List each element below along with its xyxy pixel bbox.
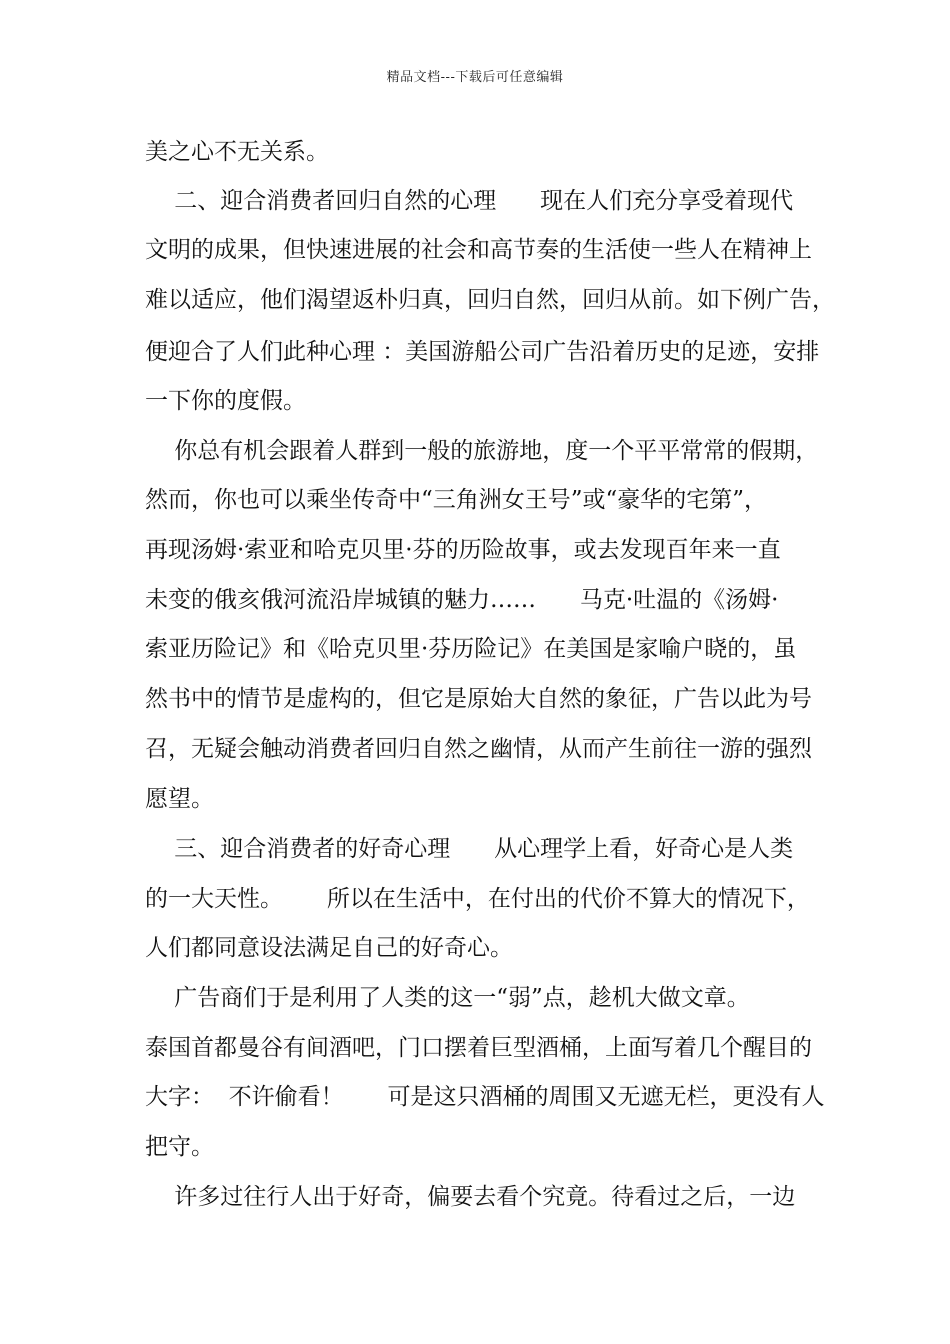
text-line: 然而，你也可以乘坐传奇中“三角洲女王号”或“豪华的宅第”， (145, 487, 768, 513)
text-line: 三、迎合消费者的好奇心理 从心理学上看，好奇心是人类 (145, 836, 794, 862)
text-line: 再现汤姆·索亚和哈克贝里·芬的历险故事，或去发现百年来一直 (145, 537, 781, 563)
text-line: 然书中的情节是虚构的，但它是原始大自然的象征，广告以此为号 (145, 686, 812, 712)
text-line: 愿望。 (145, 786, 214, 812)
text-line: 你总有机会跟着人群到一般的旅游地，度一个平平常常的假期， (145, 438, 819, 464)
text-line: 许多过往行人出于好奇，偏要去看个究竟。待看过之后，一边 (145, 1184, 796, 1210)
text-line: 美之心不无关系。 (145, 139, 329, 165)
text-line: 未变的俄亥俄河流沿岸城镇的魅力…… 马克·吐温的《汤姆· (145, 587, 779, 613)
page-header: 精品文档---下载后可任意编辑 (386, 70, 564, 85)
text-line: 文明的成果，但快速进展的社会和高节奏的生活使一些人在精神上 (145, 237, 812, 263)
text-line: 广告商们于是利用了人类的这一“弱”点，趁机大做文章。 (145, 985, 750, 1011)
text-line: 便迎合了人们此种心理 ：美国游船公司广告沿着历史的足迹，安排 (145, 339, 820, 365)
text-line: 大字： 不许偷看！ 可是这只酒桶的周围又无遮无栏，更没有人 (145, 1084, 825, 1110)
text-line: 难以适应，他们渴望返朴归真，回归自然，回归从前。如下例广告， (145, 287, 835, 313)
text-line: 人们都同意设法满足自己的好奇心。 (145, 935, 513, 961)
text-line: 一下你的度假。 (145, 388, 306, 414)
text-line: 索亚历险记》和《哈克贝里·芬历险记》在美国是家喻户晓的，虽 (145, 636, 797, 662)
text-line: 的一大天性。 所以在生活中，在付出的代价不算大的情况下， (145, 886, 810, 912)
text-line: 把守。 (145, 1134, 214, 1160)
text-line: 召，无疑会触动消费者回归自然之幽情，从而产生前往一游的强烈 (145, 736, 812, 762)
text-line: 泰国首都曼谷有间酒吧，门口摆着巨型酒桶，上面写着几个醒目的 (145, 1035, 812, 1061)
text-line: 二、迎合消费者回归自然的心理 现在人们充分享受着现代 (145, 188, 794, 214)
